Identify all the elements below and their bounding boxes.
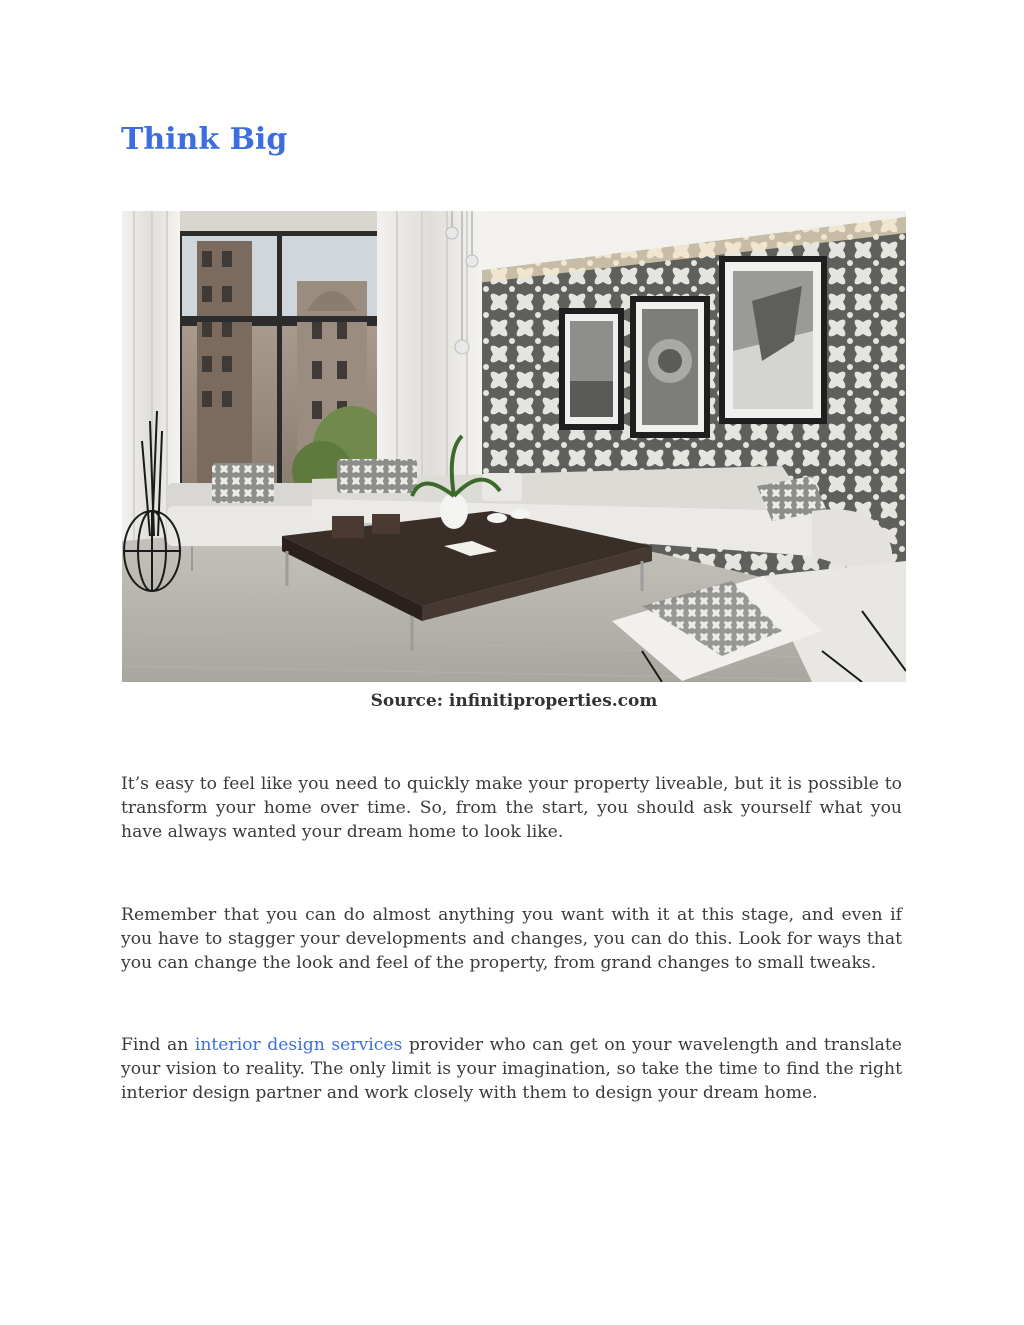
paragraph-1: It’s easy to feel like you need to quickly make your property liveable, but it is possible to transform your home over time. So, from the start, you should ask yourself what you have always wanted your dream home to look like.: [121, 774, 902, 842]
image-caption: Source: infinitiproperties.com: [370, 691, 658, 711]
living-room-photo: [122, 211, 906, 682]
paragraph-2: Remember that you can do almost anything you want with it at this stage, and even if you have to stagger your developments and changes, you can do this. Look for ways that you can change the look and feel of the property, from grand changes to small tweaks.: [121, 905, 902, 973]
interior-design-services-link[interactable]: interior design services: [194, 1035, 403, 1055]
paragraph-3-lead: Find an: [121, 1035, 195, 1055]
section-heading: Think Big: [121, 122, 288, 157]
paragraph-3: [121, 1033, 902, 1105]
paragraph-3-rest: provider who can get on your wavelength and translate your vision to reality. The only limit is your imagination, so take the time to find the right interior design partner and work closely with them to design your dream home.: [121, 1035, 902, 1103]
